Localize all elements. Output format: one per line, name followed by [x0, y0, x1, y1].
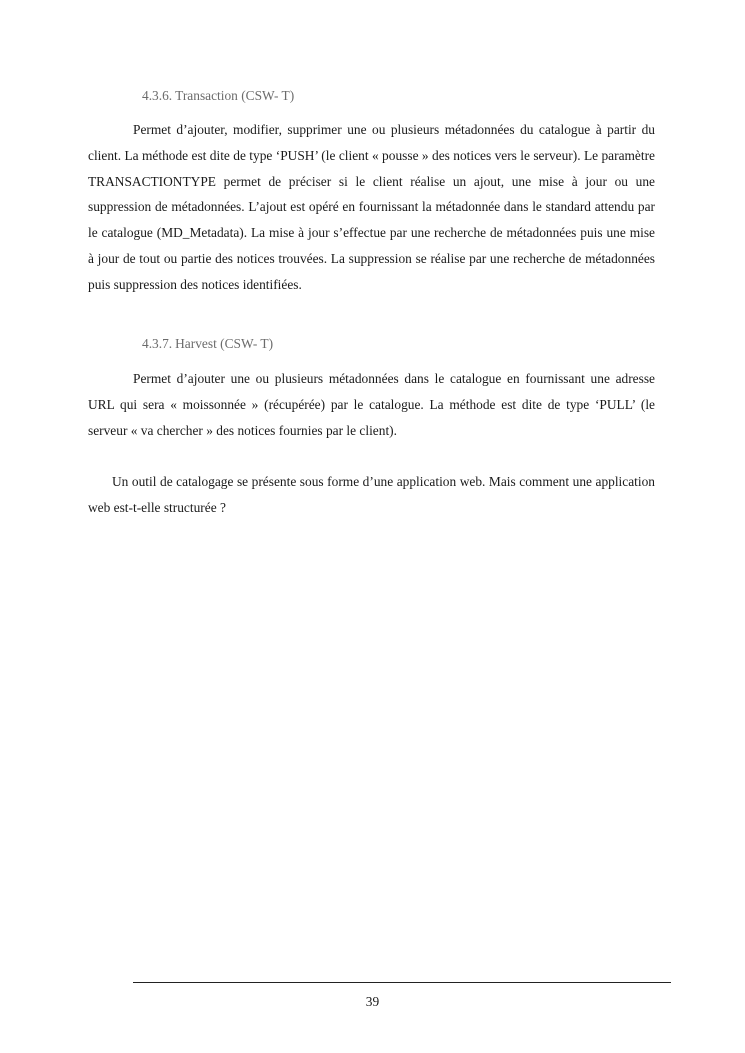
page-number: 39: [365, 994, 380, 1009]
section-title: Harvest (CSW- T): [175, 336, 274, 351]
section-paragraph-harvest: Permet d’ajouter une ou plusieurs métadonnées dans le catalogue en fournissant une adresse URL qui sera « moissonnée » (récupérée) par le catalogue. La méthode est dite de type ‘PULL’ (le serveur « va chercher » des notices fournies par le client).: [88, 371, 655, 438]
section-paragraph-transaction: Permet d’ajouter, modifier, supprimer une ou plusieurs métadonnées du catalogue à partir du client. La méthode est dite de type ‘PUSH’ (le client « pousse » des notices vers le serveur). Le paramètre TRANSACTIONTYPE permet de préciser si le client réalise un ajout, une mise à jour ou une suppression de métadonnées. L’ajout est opéré en fournissant la métadonnée dans le standard attendu par le catalogue (MD_Metadata). La mise à jour s’effectue par une recherche de métadonnées puis une mise à jour de tout ou partie des notices trouvées. La suppression se réalise par une recherche de métadonnées puis suppression des notices identifiées.: [88, 122, 655, 292]
section-number: 4.3.7.: [142, 336, 173, 351]
section-heading-4-3-7: [142, 336, 273, 352]
footer-divider: [133, 982, 671, 983]
section-title: Transaction (CSW- T): [175, 88, 295, 103]
section-number: 4.3.6.: [142, 88, 173, 103]
closing-paragraph: Un outil de catalogage se présente sous forme d’une application web. Mais comment une application web est-t-elle structurée ?: [88, 474, 655, 515]
section-heading-4-3-6: [142, 88, 294, 104]
